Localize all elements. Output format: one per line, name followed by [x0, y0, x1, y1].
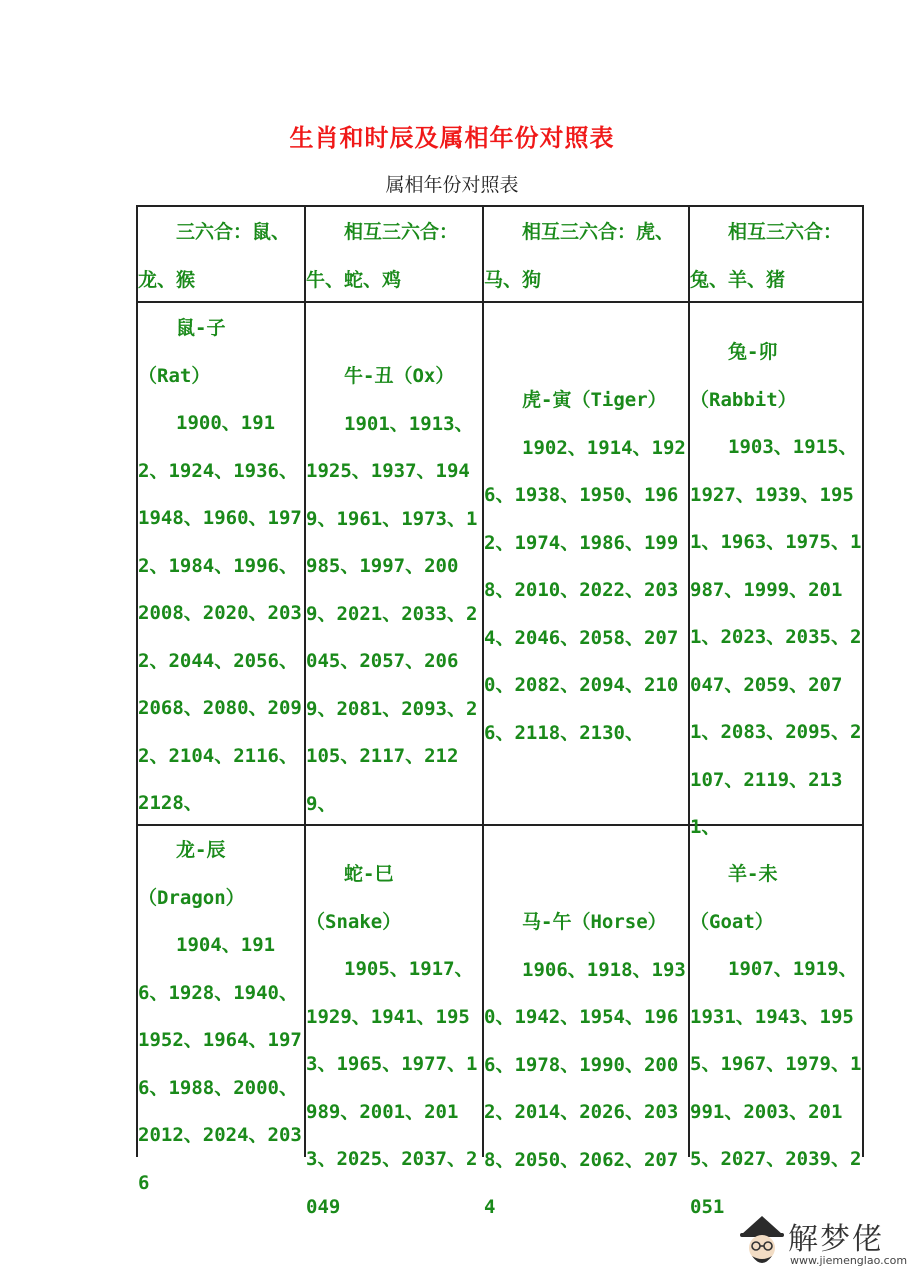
- header-cell: 相互三六合：虎、 马、狗: [484, 221, 675, 291]
- zodiac-cell-rabbit: 兔-卯 （Rabbit） 1903、1915、1927、1939、1951、1963、1975、1987、1999、2011、2023、2035、2047、2059、2071、2083、2095、2107、2119、2131、: [690, 341, 862, 838]
- header-cell: 相互三六合： 兔、羊、猪: [690, 221, 843, 291]
- zodiac-cell-snake: 蛇-巳 （Snake） 1905、1917、1929、1941、1953、1965、1977、1989、2001、2013、2025、2037、2049: [306, 863, 478, 1218]
- zodiac-cell-goat: 羊-未 （Goat） 1907、1919、1931、1943、1955、1967、1979、1991、2003、2015、2027、2039、2051: [690, 863, 862, 1218]
- watermark-url: www.jiemenglao.com: [790, 1254, 907, 1267]
- zodiac-cell-tiger: 虎-寅（Tiger） 1902、1914、1926、1938、1950、1962、1974、1986、1998、2010、2022、2034、2046、2058、2070、2082、2094、2106、2118、2130、: [484, 389, 686, 744]
- zodiac-cell-rat: 鼠-子 （Rat） 1900、1912、1924、1936、1948、1960、1972、1984、1996、2008、2020、2032、2044、2056、2068、2080、2092、2104、2116、2128、: [138, 317, 302, 814]
- watermark-site-name: 解梦佬: [788, 1222, 884, 1257]
- header-cell: 相互三六合： 牛、蛇、鸡: [306, 221, 459, 291]
- site-watermark: [734, 1208, 907, 1276]
- header-cell: 三六合：鼠、 龙、猴: [138, 221, 291, 291]
- zodiac-year-table: [136, 205, 864, 1218]
- page-title: 生肖和时辰及属相年份对照表: [289, 124, 615, 152]
- fortune-teller-logo-icon: [738, 1212, 786, 1270]
- zodiac-cell-horse: 马-午（Horse） 1906、1918、1930、1942、1954、1966、1978、1990、2002、2014、2026、2038、2050、2062、2074: [484, 911, 686, 1218]
- table-caption: 属相年份对照表: [385, 174, 519, 196]
- zodiac-cell-ox: 牛-丑（Ox） 1901、1913、1925、1937、1949、1961、1973、1985、1997、2009、2021、2033、2045、2057、2069、2081、2093、2105、2117、2129、: [306, 365, 478, 815]
- zodiac-cell-dragon: 龙-辰 （Dragon） 1904、1916、1928、1940、1952、1964、1976、1988、2000、2012、2024、2036: [138, 839, 302, 1194]
